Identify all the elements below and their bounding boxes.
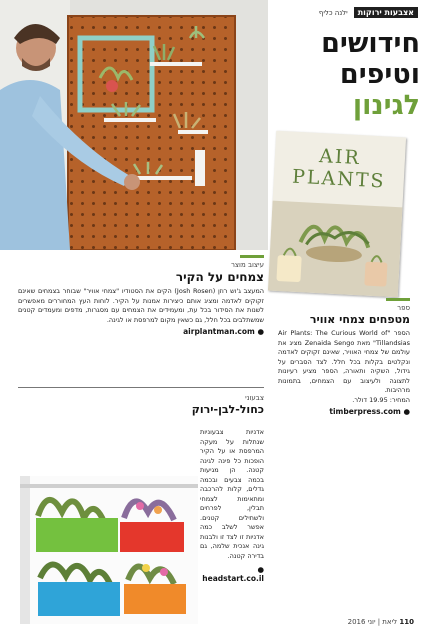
- section-link[interactable]: ● airplantman.com: [183, 327, 264, 336]
- section-tag: אצבעות ירוקות: [354, 7, 418, 18]
- pegboard-plant-wall-illustration: [0, 0, 268, 250]
- section-kicker: עיצוב מוצר: [230, 261, 264, 269]
- book-price: המחיר: 19.95 דולר.: [352, 395, 410, 404]
- planters-illustration: [20, 476, 198, 624]
- section-link-text[interactable]: timberpress.com: [329, 407, 401, 416]
- section-header: [319, 7, 418, 18]
- section-kicker: ספר: [397, 304, 410, 312]
- book-cover-title: AIR PLANTS: [291, 145, 387, 193]
- section-divider: [240, 255, 264, 258]
- section-link-text[interactable]: headstart.co.il: [202, 574, 264, 583]
- section-link[interactable]: ● timberpress.com: [329, 407, 410, 416]
- pegboard-plant-wall-photo: [0, 0, 268, 250]
- section-link[interactable]: ● headstart.co.il: [202, 565, 264, 583]
- section-link-text[interactable]: airplantman.com: [183, 327, 255, 336]
- page-title-line3: לגינון: [352, 90, 420, 121]
- section-divider: [386, 298, 410, 301]
- section-kicker: צבעוני: [245, 394, 264, 402]
- page-number: 110: [399, 618, 414, 626]
- section-colorful-planters: [191, 394, 264, 416]
- book-cover: [268, 131, 406, 298]
- page-title: [270, 28, 420, 121]
- section-title: צמחים על הקיר: [175, 270, 264, 284]
- section-body: הספר "Air Plants: The Curious World of Tillandsias" מאת Zenaida Sengo מציג את עולמם של צמחי האוויר, שאינם זקוקים לאדמה ונקלטים בקלות בכל חלל. לצד הסברים על גידול, השקיה ותאורה, הספר מציע רעיונות לתצוגה ולעיצוב עם הצמחים, בתמונות מרהיבות.: [278, 329, 411, 394]
- page-title-line2: וטיפים: [339, 59, 420, 90]
- page-footer: [348, 618, 414, 626]
- section-title: מטפחים צמחי אוויר: [309, 313, 410, 326]
- page-title-line1: חידושים: [321, 28, 420, 59]
- section-colorful-planters-text: [200, 428, 264, 583]
- section-book: [278, 298, 410, 416]
- planters-photo: [20, 476, 198, 624]
- issue-date: ליאת | יוני 2016: [347, 618, 398, 626]
- section-wall-plants: [18, 255, 264, 336]
- section-body: המעצב ג'וש רוזן (Josh Rosen) הקים את הסטודיו "צמחי אוויר" שבוחר בצמחים שאינם זקוקים לאדמה ומציג אותם כיצירות אמנות על הקיר. לוחות העץ המחוררים מאפשרים לשנות את הסידור בכל עת, ומעמידים את הצמחים עם מסגרות, מדפים ומעמדים קטנים שמשתלבים בכל חלל, גם כשאין מקום למרפסת או לגינה.: [18, 287, 264, 324]
- byline: ילנה כליף: [318, 8, 348, 17]
- section-title: כחול-לבן-ירוק: [191, 403, 264, 416]
- column-rule: [18, 387, 264, 388]
- section-body: אדניות צבעוניות שנתלות על מעקה המרפסת או על הקיר הופכות כל פינה לגינה קטנה. הן מגיעות בכמה צבעים ובכמה גדלים, קלות להרכבה ומתאימות לצמחי תבלין, לפרחים ולשתילים קטנים. אפשר לשלב כמה אדניות זו לצד זו ולבנות גינה אנכית שלמה, גם בדירה קטנה.: [200, 428, 264, 560]
